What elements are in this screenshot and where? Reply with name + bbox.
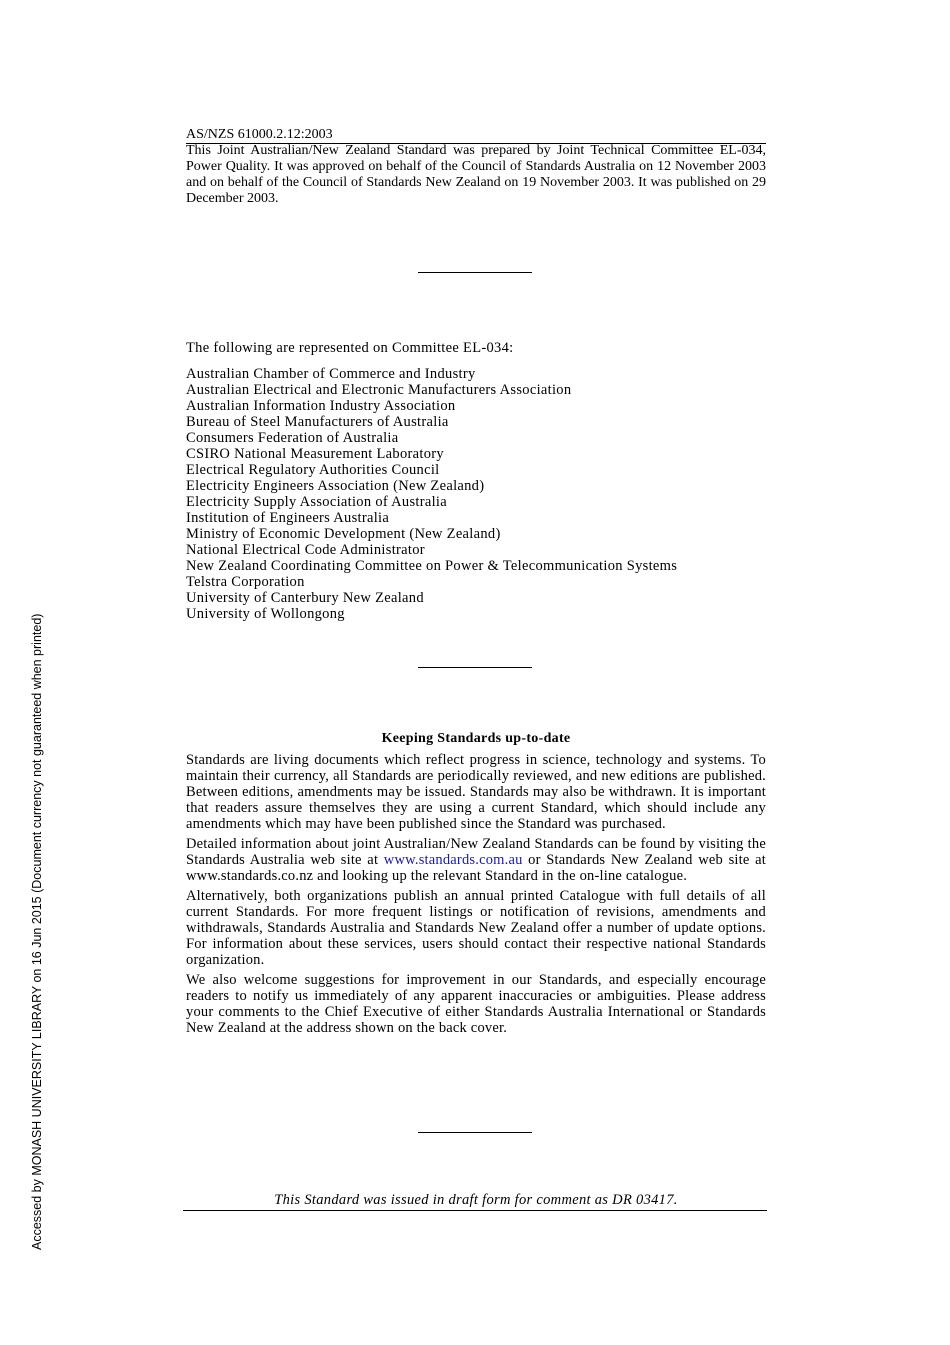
standards-australia-link[interactable]: www.standards.com.au bbox=[383, 852, 523, 868]
keeping-paragraph: Alternatively, both organizations publish an annual printed Catalogue with full details of all current Standards. For more frequent listings or notification of revisions, amendments and withdrawals, Standards Australia and Standards New Zealand offer a number of update options. For information about these services, users should contact their respective national Standards organization. bbox=[186, 888, 766, 968]
access-watermark: Accessed by MONASH UNIVERSITY LIBRARY on 16 Jun 2015 (Document currency not guaranteed when printed) bbox=[30, 613, 44, 1250]
keeping-paragraph bbox=[186, 836, 766, 884]
preparation-statement: This Joint Australian/New Zealand Standard was prepared by Joint Technical Committee EL-034, Power Quality. It was approved on behalf of the Council of Standards Australia on 12 November 2003 and on behalf of the Council of Standards New Zealand on 19 November 2003. It was published on 29 December 2003. bbox=[186, 143, 766, 206]
committee-member: New Zealand Coordinating Committee on Power & Telecommunication Systems bbox=[186, 558, 678, 574]
committee-member: Electrical Regulatory Authorities Council bbox=[186, 462, 440, 478]
draft-note: This Standard was issued in draft form for comment as DR 03417. bbox=[274, 1192, 678, 1208]
committee-member: CSIRO National Measurement Laboratory bbox=[186, 446, 444, 462]
committee-member: Electricity Supply Association of Australia bbox=[186, 494, 447, 510]
keeping-paragraph: We also welcome suggestions for improvement in our Standards, and especially encourage readers to notify us immediately of any apparent inaccuracies or ambiguities. Please address your comments to the Chief Executive of either Standards Australia International or Standards New Zealand at the address shown on the back cover. bbox=[186, 972, 766, 1036]
keeping-paragraph-text: Detailed information about joint Australian/New Zealand Standards can be found by visiting the Standards Australia web site at bbox=[186, 836, 766, 868]
committee-member: Telstra Corporation bbox=[186, 574, 305, 590]
keeping-paragraph: Standards are living documents which reflect progress in science, technology and systems. To maintain their currency, all Standards are periodically reviewed, and new editions are published. Between editions, amendments may be issued. Standards may also be withdrawn. It is important that readers assure themselves they are using a current Standard, which should include any amendments which may have been published since the Standard was purchased. bbox=[186, 752, 766, 832]
committee-member: Australian Information Industry Association bbox=[186, 398, 456, 414]
committee-intro: The following are represented on Committee EL-034: bbox=[186, 340, 514, 356]
committee-member: Consumers Federation of Australia bbox=[186, 430, 399, 446]
keeping-standards-heading: Keeping Standards up-to-date bbox=[381, 731, 571, 746]
document-id: AS/NZS 61000.2.12:2003 bbox=[186, 127, 333, 142]
committee-member: University of Wollongong bbox=[186, 606, 345, 622]
committee-member: Ministry of Economic Development (New Zealand) bbox=[186, 526, 501, 542]
footer-rule bbox=[183, 1210, 767, 1211]
section-separator bbox=[418, 1132, 532, 1133]
committee-member: Institution of Engineers Australia bbox=[186, 510, 390, 526]
committee-member: Bureau of Steel Manufacturers of Australia bbox=[186, 414, 449, 430]
committee-member: Australian Chamber of Commerce and Industry bbox=[186, 366, 476, 382]
keeping-paragraph-text: or Standards New Zealand web site at www.standards.co.nz and looking up the relevant Standard in the on-line catalogue. bbox=[186, 852, 766, 884]
committee-member: University of Canterbury New Zealand bbox=[186, 590, 424, 606]
committee-member: Electricity Engineers Association (New Zealand) bbox=[186, 478, 485, 494]
keeping-standards-body bbox=[186, 752, 766, 1040]
committee-member-list bbox=[186, 366, 677, 622]
committee-member: Australian Electrical and Electronic Manufacturers Association bbox=[186, 382, 572, 398]
section-separator bbox=[418, 667, 532, 668]
committee-member: National Electrical Code Administrator bbox=[186, 542, 425, 558]
section-separator bbox=[418, 272, 532, 273]
